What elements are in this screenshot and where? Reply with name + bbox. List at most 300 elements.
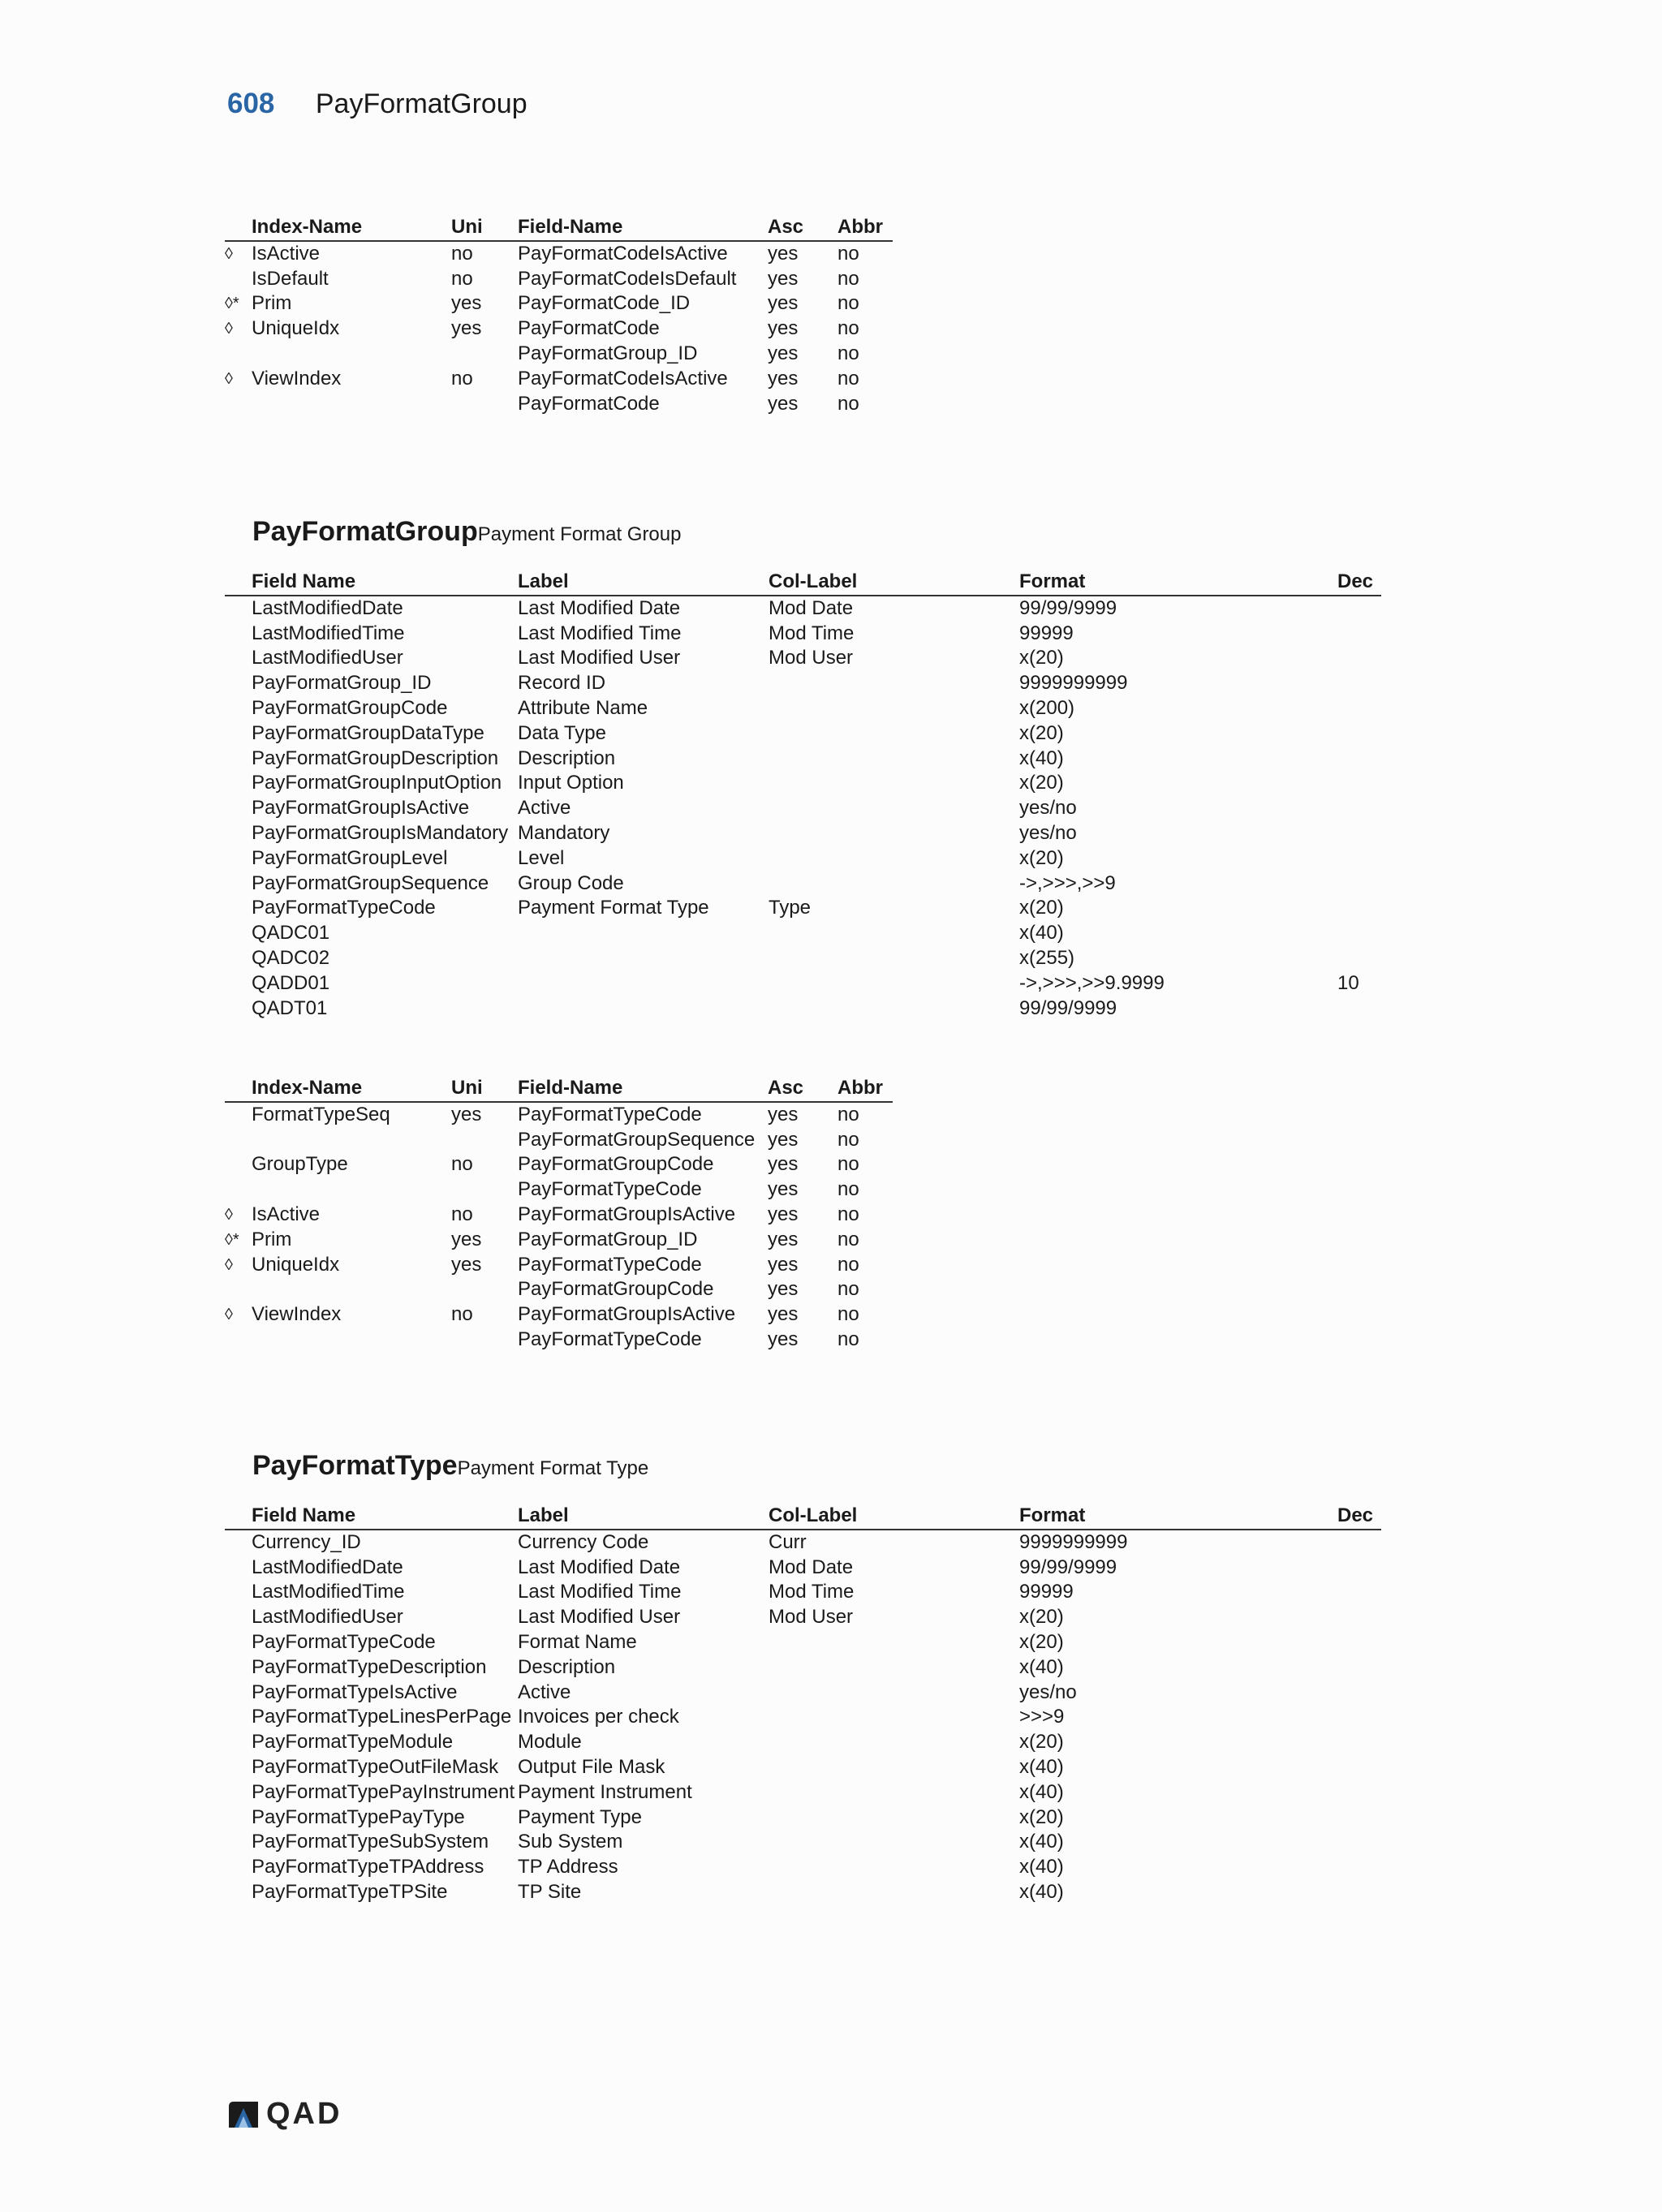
index-marker	[225, 1177, 252, 1203]
table-cell	[1337, 1681, 1381, 1706]
table-cell: Prim	[252, 292, 292, 315]
marker-cell	[225, 1730, 252, 1755]
marker-cell	[225, 946, 252, 971]
index-marker: ◊	[225, 1205, 233, 1224]
table-cell: yes	[451, 317, 482, 340]
table-cell: Currency Code	[518, 1530, 649, 1553]
table-row	[225, 971, 1381, 996]
table-cell: x(20)	[1019, 897, 1064, 919]
table-cell: Last Modified User	[518, 647, 681, 669]
table-cell: Sub System	[518, 1831, 623, 1853]
column-header: Col-Label	[769, 570, 858, 592]
type-section-name: PayFormatType	[252, 1450, 458, 1481]
marker-cell	[225, 721, 252, 747]
table-row	[225, 1880, 1381, 1905]
table-row	[225, 671, 1381, 696]
table-cell: LastModifiedUser	[252, 647, 403, 669]
table-cell: PayFormatTypePayType	[252, 1805, 465, 1828]
table-cell	[451, 392, 518, 417]
table-cell: 99/99/9999	[1019, 596, 1117, 619]
table-cell: 99/99/9999	[1019, 1556, 1117, 1578]
table-cell	[518, 971, 769, 996]
table-cell	[769, 747, 1019, 772]
table-cell: yes	[768, 1328, 799, 1350]
table-cell: TP Address	[518, 1856, 618, 1878]
table-cell	[451, 1128, 518, 1153]
table-cell: Record ID	[518, 672, 606, 695]
table-cell	[451, 1277, 518, 1302]
table-cell	[518, 921, 769, 946]
table-cell: Format Name	[518, 1630, 637, 1653]
table-cell	[1337, 946, 1381, 971]
column-header: Asc	[768, 216, 804, 238]
table-cell: PayFormatTypeIsActive	[252, 1681, 458, 1703]
table-cell	[1337, 596, 1381, 622]
table-cell: Last Modified User	[518, 1606, 681, 1629]
table-cell: PayFormatTypeTPAddress	[252, 1856, 484, 1878]
marker-header	[225, 1504, 252, 1530]
table-row	[225, 1152, 893, 1177]
table-row	[225, 1253, 893, 1278]
column-header: Label	[518, 570, 569, 592]
table-row	[225, 871, 1381, 897]
table-cell: x(40)	[1019, 1755, 1064, 1778]
table-cell: no	[837, 1103, 859, 1125]
table-cell	[1337, 646, 1381, 671]
table-row	[225, 1556, 1381, 1581]
table-cell: PayFormatCodeIsActive	[518, 242, 728, 265]
table-cell: Prim	[252, 1228, 292, 1250]
table-cell: Payment Type	[518, 1805, 642, 1828]
table-cell	[769, 771, 1019, 796]
table-cell	[1337, 696, 1381, 721]
column-header: Index-Name	[252, 1077, 363, 1099]
table-cell: Last Modified Date	[518, 1556, 681, 1578]
table-row	[225, 996, 1381, 1022]
table-cell: no	[837, 367, 859, 389]
table-row	[225, 1805, 1381, 1831]
table-cell	[1337, 1580, 1381, 1605]
table-cell: PayFormatTypeDescription	[252, 1655, 487, 1678]
table-cell: ->,>>>,>>9.9999	[1019, 971, 1165, 994]
column-header: Asc	[768, 1077, 804, 1099]
column-header: Abbr	[837, 216, 883, 238]
table-cell: IsDefault	[252, 267, 329, 290]
column-header: Col-Label	[769, 1504, 858, 1526]
table-cell	[252, 1128, 451, 1153]
table-cell: PayFormatTypeLinesPerPage	[252, 1706, 512, 1728]
table-cell	[1337, 721, 1381, 747]
table-row	[225, 1277, 893, 1302]
group-section-description: Payment Format Group	[477, 523, 682, 545]
marker-cell	[225, 821, 252, 846]
table-cell: no	[451, 1303, 473, 1326]
marker-header	[225, 570, 252, 596]
table-row	[225, 1605, 1381, 1630]
table-row	[225, 1730, 1381, 1755]
table-cell: yes	[768, 267, 799, 290]
table-cell	[769, 1805, 1019, 1831]
table-cell: PayFormatGroupIsActive	[252, 797, 470, 820]
table-cell: no	[837, 317, 859, 340]
table-cell	[769, 1780, 1019, 1805]
table-cell: Attribute Name	[518, 696, 648, 719]
table-cell	[252, 1277, 451, 1302]
table-row	[225, 342, 893, 367]
table-cell: 99999	[1019, 1581, 1074, 1603]
index-marker: ◊	[225, 320, 233, 338]
table-cell	[451, 1328, 518, 1353]
table-cell: x(40)	[1019, 1655, 1064, 1678]
group-section-name: PayFormatGroup	[252, 516, 478, 547]
table-cell	[1337, 1630, 1381, 1655]
table-cell: x(20)	[1019, 772, 1064, 794]
table-cell: no	[451, 242, 473, 265]
marker-cell	[225, 1880, 252, 1905]
table-cell	[1337, 921, 1381, 946]
table-cell: yes	[451, 1228, 482, 1250]
table-cell: no	[451, 267, 473, 290]
table-row	[225, 267, 893, 292]
table-row	[225, 1102, 893, 1128]
index-marker: ◊	[225, 1255, 233, 1274]
index-marker	[225, 1152, 252, 1177]
table-cell: Description	[518, 1655, 616, 1678]
group-fields-table	[225, 570, 1381, 1021]
marker-cell	[225, 1655, 252, 1681]
table-cell	[1337, 671, 1381, 696]
table-cell: Mod Date	[769, 1556, 854, 1578]
page-header	[227, 88, 527, 128]
table-cell	[769, 1830, 1019, 1855]
table-cell: x(20)	[1019, 1606, 1064, 1629]
table-cell	[1337, 1805, 1381, 1831]
table-cell: Description	[518, 747, 616, 769]
marker-cell	[225, 971, 252, 996]
table-row	[225, 316, 893, 342]
table-cell	[518, 946, 769, 971]
table-header-row	[225, 570, 1381, 596]
table-cell: x(20)	[1019, 721, 1064, 744]
table-row	[225, 821, 1381, 846]
marker-cell	[225, 996, 252, 1022]
table-cell: IsActive	[252, 242, 321, 265]
table-cell: yes	[768, 1253, 799, 1276]
table-cell: yes	[768, 1228, 799, 1250]
table-cell: Payment Instrument	[518, 1780, 692, 1803]
table-row	[225, 696, 1381, 721]
column-header: Field Name	[252, 570, 356, 592]
column-header: Index-Name	[252, 216, 363, 238]
table-row	[225, 1705, 1381, 1730]
table-cell: no	[837, 267, 859, 290]
table-cell: Module	[518, 1731, 582, 1754]
table-cell	[1337, 1655, 1381, 1681]
table-cell: yes/no	[1019, 1681, 1077, 1703]
table-cell: LastModifiedDate	[252, 1556, 403, 1578]
table-cell: no	[837, 1128, 859, 1151]
table-cell	[451, 342, 518, 367]
marker-cell	[225, 1605, 252, 1630]
table-cell	[1337, 796, 1381, 821]
table-row	[225, 747, 1381, 772]
marker-cell	[225, 747, 252, 772]
table-row	[225, 1681, 1381, 1706]
table-cell: yes/no	[1019, 821, 1077, 844]
page-number: 608	[227, 88, 275, 119]
table-cell	[1337, 747, 1381, 772]
table-cell: UniqueIdx	[252, 317, 340, 340]
table-cell: >>>9	[1019, 1706, 1065, 1728]
column-header: Field-Name	[518, 1077, 623, 1099]
table-cell	[1337, 996, 1381, 1022]
table-cell: yes	[768, 1303, 799, 1326]
table-row	[225, 1655, 1381, 1681]
table-cell: PayFormatGroup_ID	[252, 672, 432, 695]
table-cell	[1337, 1830, 1381, 1855]
table-cell: Last Modified Time	[518, 1581, 682, 1603]
table-cell: x(20)	[1019, 1731, 1064, 1754]
marker-cell	[225, 846, 252, 871]
column-header: Dec	[1337, 1504, 1374, 1526]
table-cell: ViewIndex	[252, 1303, 342, 1326]
table-row	[225, 921, 1381, 946]
table-row	[225, 946, 1381, 971]
table-cell: Last Modified Date	[518, 596, 681, 619]
table-row	[225, 291, 893, 316]
table-cell: LastModifiedTime	[252, 1581, 405, 1603]
index-marker: ◊	[225, 244, 233, 263]
table-cell	[769, 821, 1019, 846]
table-cell	[769, 1880, 1019, 1905]
table-cell: yes	[768, 317, 799, 340]
table-cell: no	[837, 342, 859, 364]
table-cell: Group Code	[518, 871, 624, 894]
table-cell: Level	[518, 846, 565, 869]
table-cell: yes	[768, 392, 799, 415]
table-row	[225, 1128, 893, 1153]
table-header-row	[225, 1504, 1381, 1530]
table-cell: x(20)	[1019, 647, 1064, 669]
table-row	[225, 1630, 1381, 1655]
marker-cell	[225, 1805, 252, 1831]
table-row	[225, 771, 1381, 796]
table-cell: x(20)	[1019, 1630, 1064, 1653]
table-cell	[1337, 821, 1381, 846]
column-header: Uni	[451, 1077, 483, 1099]
table-cell: x(40)	[1019, 922, 1064, 945]
table-cell: no	[837, 292, 859, 315]
table-cell: x(40)	[1019, 1831, 1064, 1853]
table-cell	[1337, 1880, 1381, 1905]
table-cell	[1337, 1705, 1381, 1730]
table-row	[225, 796, 1381, 821]
table-cell: PayFormatGroupDescription	[252, 747, 499, 769]
column-header: Label	[518, 1504, 569, 1526]
table-cell: no	[451, 1203, 473, 1225]
table-cell: Input Option	[518, 772, 624, 794]
index-marker	[225, 1102, 252, 1128]
marker-cell	[225, 671, 252, 696]
table-cell: PayFormatGroupIsActive	[518, 1203, 736, 1225]
table-cell: yes	[451, 292, 482, 315]
table-cell: ViewIndex	[252, 367, 342, 389]
table-cell	[1337, 846, 1381, 871]
table-cell: PayFormatGroup_ID	[518, 342, 698, 364]
marker-cell	[225, 1580, 252, 1605]
table-cell: PayFormatGroupIsActive	[518, 1303, 736, 1326]
table-row	[225, 721, 1381, 747]
table-cell: yes	[768, 292, 799, 315]
table-cell: no	[837, 1153, 859, 1176]
table-row	[225, 1755, 1381, 1780]
table-cell	[769, 696, 1019, 721]
table-row	[225, 1302, 893, 1328]
table-cell: PayFormatGroupCode	[518, 1153, 714, 1176]
index-marker	[225, 342, 252, 367]
marker-cell	[225, 871, 252, 897]
index-marker	[225, 392, 252, 417]
table-cell: GroupType	[252, 1153, 348, 1176]
table-cell: Invoices per check	[518, 1706, 679, 1728]
table-cell	[769, 1681, 1019, 1706]
table-row	[225, 1530, 1381, 1556]
index-marker: ◊	[225, 1306, 233, 1324]
table-cell: Type	[769, 897, 812, 919]
table-cell	[518, 996, 769, 1022]
table-cell: 9999999999	[1019, 1530, 1128, 1553]
table-cell: Mod Time	[769, 1581, 855, 1603]
qad-logo-text: QAD	[266, 2097, 342, 2131]
marker-cell	[225, 1530, 252, 1556]
table-cell: TP Site	[518, 1880, 582, 1903]
table-row	[225, 596, 1381, 622]
table-cell: PayFormatTypePayInstrument	[252, 1780, 515, 1803]
table-cell: Mod Time	[769, 622, 855, 644]
table-cell: no	[451, 367, 473, 389]
table-cell: no	[837, 1178, 859, 1201]
table-row	[225, 1228, 893, 1253]
table-cell: x(40)	[1019, 747, 1064, 769]
table-row	[225, 622, 1381, 647]
type-section-title	[252, 1450, 648, 1482]
table-cell: yes	[768, 1178, 799, 1201]
column-header: Dec	[1337, 570, 1374, 592]
table-cell: x(40)	[1019, 1856, 1064, 1878]
table-cell: PayFormatCodeIsActive	[518, 367, 728, 389]
table-header-row	[225, 1076, 893, 1102]
code-index-table	[225, 215, 893, 416]
table-row	[225, 1830, 1381, 1855]
table-header-row	[225, 215, 893, 241]
table-cell	[252, 392, 451, 417]
table-cell	[252, 1177, 451, 1203]
table-cell: PayFormatTypeCode	[518, 1328, 702, 1350]
table-row	[225, 392, 893, 417]
table-cell: no	[451, 1153, 473, 1176]
table-cell: no	[837, 242, 859, 265]
table-cell: PayFormatGroupDataType	[252, 721, 484, 744]
marker-cell	[225, 596, 252, 622]
table-row	[225, 1328, 893, 1353]
table-cell: IsActive	[252, 1203, 321, 1225]
type-section-description: Payment Format Type	[457, 1457, 649, 1479]
table-cell: Output File Mask	[518, 1755, 665, 1778]
table-cell: yes	[768, 342, 799, 364]
table-cell: no	[837, 1278, 859, 1301]
table-row	[225, 1780, 1381, 1805]
table-cell: PayFormatTypeCode	[518, 1253, 702, 1276]
marker-cell	[225, 622, 252, 647]
table-cell: no	[837, 1228, 859, 1250]
marker-cell	[225, 1556, 252, 1581]
marker-cell	[225, 1681, 252, 1706]
group-section-title	[252, 516, 681, 548]
index-marker	[225, 267, 252, 292]
table-cell: PayFormatGroupLevel	[252, 846, 448, 869]
table-cell	[1337, 1780, 1381, 1805]
table-cell: Active	[518, 797, 571, 820]
table-cell: yes	[768, 367, 799, 389]
table-cell: 9999999999	[1019, 672, 1128, 695]
table-cell: PayFormatCode_ID	[518, 292, 691, 315]
table-cell: PayFormatTypeOutFileMask	[252, 1755, 499, 1778]
table-cell	[252, 342, 451, 367]
table-cell: PayFormatTypeCode	[252, 1630, 436, 1653]
table-cell: yes	[768, 242, 799, 265]
marker-cell	[225, 921, 252, 946]
table-cell: PayFormatGroupCode	[518, 1278, 714, 1301]
table-cell: QADC02	[252, 946, 330, 969]
table-cell: x(20)	[1019, 1805, 1064, 1828]
table-cell: x(40)	[1019, 1880, 1064, 1903]
marker-header	[225, 1076, 252, 1102]
table-cell	[1337, 622, 1381, 647]
table-cell	[769, 1855, 1019, 1880]
marker-cell	[225, 1780, 252, 1805]
table-cell	[1337, 1530, 1381, 1556]
table-cell	[769, 946, 1019, 971]
column-header: Format	[1019, 1504, 1086, 1526]
table-cell	[769, 871, 1019, 897]
table-cell: x(255)	[1019, 946, 1075, 969]
table-row	[225, 896, 1381, 921]
index-marker: ◊*	[225, 295, 239, 313]
table-cell	[1337, 896, 1381, 921]
table-cell: PayFormatTypeCode	[252, 897, 436, 919]
table-cell: yes	[768, 1203, 799, 1225]
index-marker	[225, 1128, 252, 1153]
table-cell	[769, 1755, 1019, 1780]
table-cell: Currency_ID	[252, 1530, 361, 1553]
marker-cell	[225, 1705, 252, 1730]
table-cell: PayFormatCodeIsDefault	[518, 267, 737, 290]
table-cell: PayFormatGroupCode	[252, 696, 448, 719]
marker-cell	[225, 1855, 252, 1880]
table-cell	[769, 971, 1019, 996]
index-marker: ◊	[225, 369, 233, 388]
marker-cell	[225, 696, 252, 721]
table-cell: PayFormatTypeModule	[252, 1731, 454, 1754]
table-cell: Mod User	[769, 1606, 854, 1629]
table-cell	[1337, 871, 1381, 897]
table-cell: yes/no	[1019, 797, 1077, 820]
table-row	[225, 1177, 893, 1203]
marker-cell	[225, 1755, 252, 1780]
table-cell: PayFormatTypeSubSystem	[252, 1831, 489, 1853]
table-cell: QADC01	[252, 922, 330, 945]
index-marker	[225, 1277, 252, 1302]
